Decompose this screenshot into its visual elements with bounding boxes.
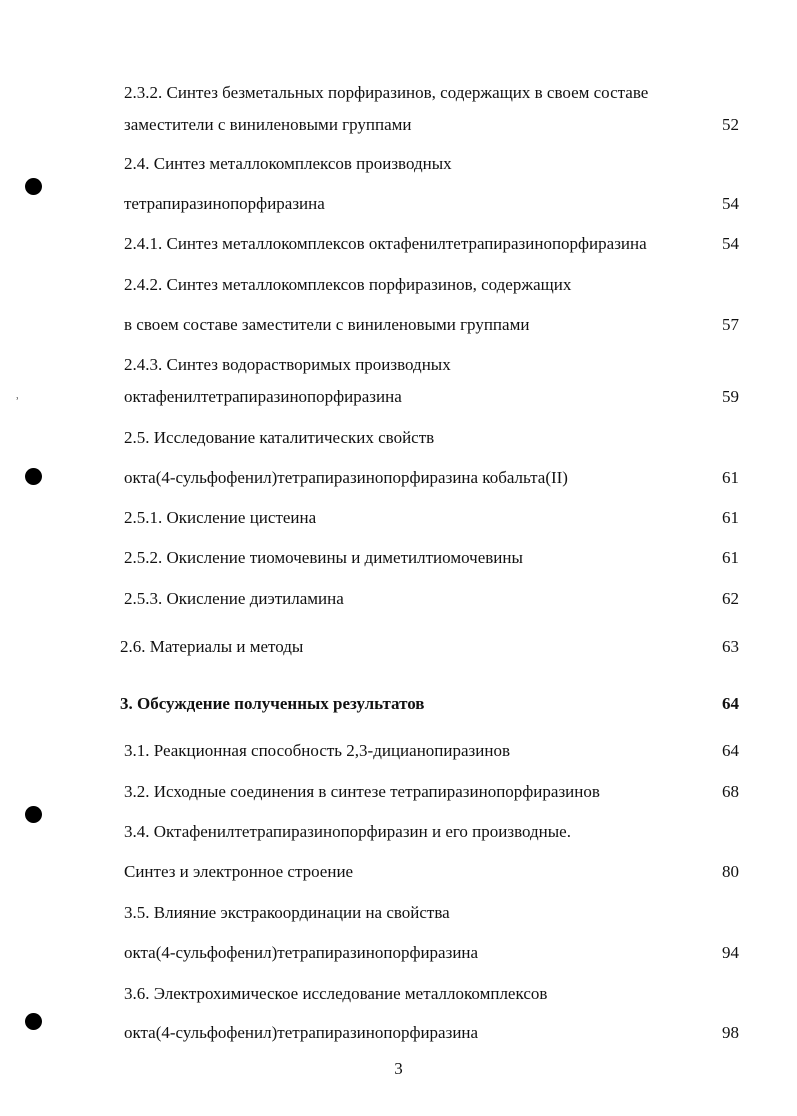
toc-entry-title: 3.1. Реакционная способность 2,3-дицианопиразинов — [124, 741, 510, 760]
toc-entry-title-cont: окта(4-сульфофенил)тетрапиразинопорфиразина — [124, 1023, 479, 1042]
toc-entry-title-cont: Синтез и электронное строение — [124, 862, 354, 881]
toc-entry-title: 2.4. Синтез металлокомплексов производных — [124, 154, 452, 173]
toc-entry-title: 3.6. Электрохимическое исследование металлокомплексов — [124, 984, 548, 1003]
toc-page-number: 80 — [722, 862, 739, 881]
scan-mark: ʾ — [15, 396, 20, 411]
toc-page-number: 54 — [722, 234, 739, 253]
toc-entry-title: 3.5. Влияние экстракоординации на свойства — [124, 903, 450, 922]
toc-page-number: 98 — [722, 1023, 739, 1042]
toc-page-number: 52 — [722, 115, 739, 134]
toc-page-number: 61 — [722, 548, 739, 567]
toc-entry-title: 2.4.3. Синтез водорастворимых производных — [124, 355, 451, 374]
toc-entry-title: 2.4.1. Синтез металлокомплексов октафенилтетрапиразинопорфиразина — [124, 234, 647, 253]
binder-hole — [25, 1013, 42, 1030]
toc-entry-title: 2.5.2. Окисление тиомочевины и диметилтиомочевины — [124, 548, 523, 567]
toc-page-number: 54 — [722, 194, 739, 213]
toc-page-number: 64 — [722, 694, 739, 713]
toc-entry-title-cont: тетрапиразинопорфиразина — [124, 194, 325, 213]
toc-page-number: 64 — [722, 741, 739, 760]
toc-page-number: 61 — [722, 468, 739, 487]
toc-page-number: 62 — [722, 589, 739, 608]
toc-entry-title-cont: в своем составе заместители с виниленовыми группами — [124, 315, 530, 334]
toc-chapter-title: 3. Обсуждение полученных результатов — [120, 694, 425, 713]
toc-entry-title: 2.3.2. Синтез безметальных порфиразинов, содержащих в своем составе — [124, 83, 649, 102]
toc-page-number: 63 — [722, 637, 739, 656]
binder-hole — [25, 468, 42, 485]
toc-page-number: 59 — [722, 387, 739, 406]
toc-page-number: 61 — [722, 508, 739, 527]
toc-entry-title-cont: октафенилтетрапиразинопорфиразина — [124, 387, 402, 406]
toc-page-number: 57 — [722, 315, 739, 334]
toc-entry-title-cont: окта(4-сульфофенил)тетрапиразинопорфиразина кобальта(II) — [124, 468, 568, 487]
toc-entry-title-cont: окта(4-сульфофенил)тетрапиразинопорфиразина — [124, 943, 479, 962]
toc-entry-title: 2.5.3. Окисление диэтиламина — [124, 589, 344, 608]
page-number: 3 — [394, 1059, 403, 1078]
toc-entry-title: 2.5. Исследование каталитических свойств — [124, 428, 435, 447]
toc-page-number: 94 — [722, 943, 739, 962]
toc-entry-title: 2.5.1. Окисление цистеина — [124, 508, 317, 527]
binder-hole — [25, 178, 42, 195]
toc-page-number: 68 — [722, 782, 739, 801]
toc-entry-title: 3.4. Октафенилтетрапиразинопорфиразин и его производные. — [124, 822, 571, 841]
toc-entry-title: 2.4.2. Синтез металлокомплексов порфиразинов, содержащих — [124, 275, 572, 294]
toc-entry-title-cont: заместители с виниленовыми группами — [124, 115, 412, 134]
binder-hole — [25, 806, 42, 823]
toc-entry-title: 2.6. Материалы и методы — [120, 637, 304, 656]
toc-entry-title: 3.2. Исходные соединения в синтезе тетрапиразинопорфиразинов — [124, 782, 600, 801]
